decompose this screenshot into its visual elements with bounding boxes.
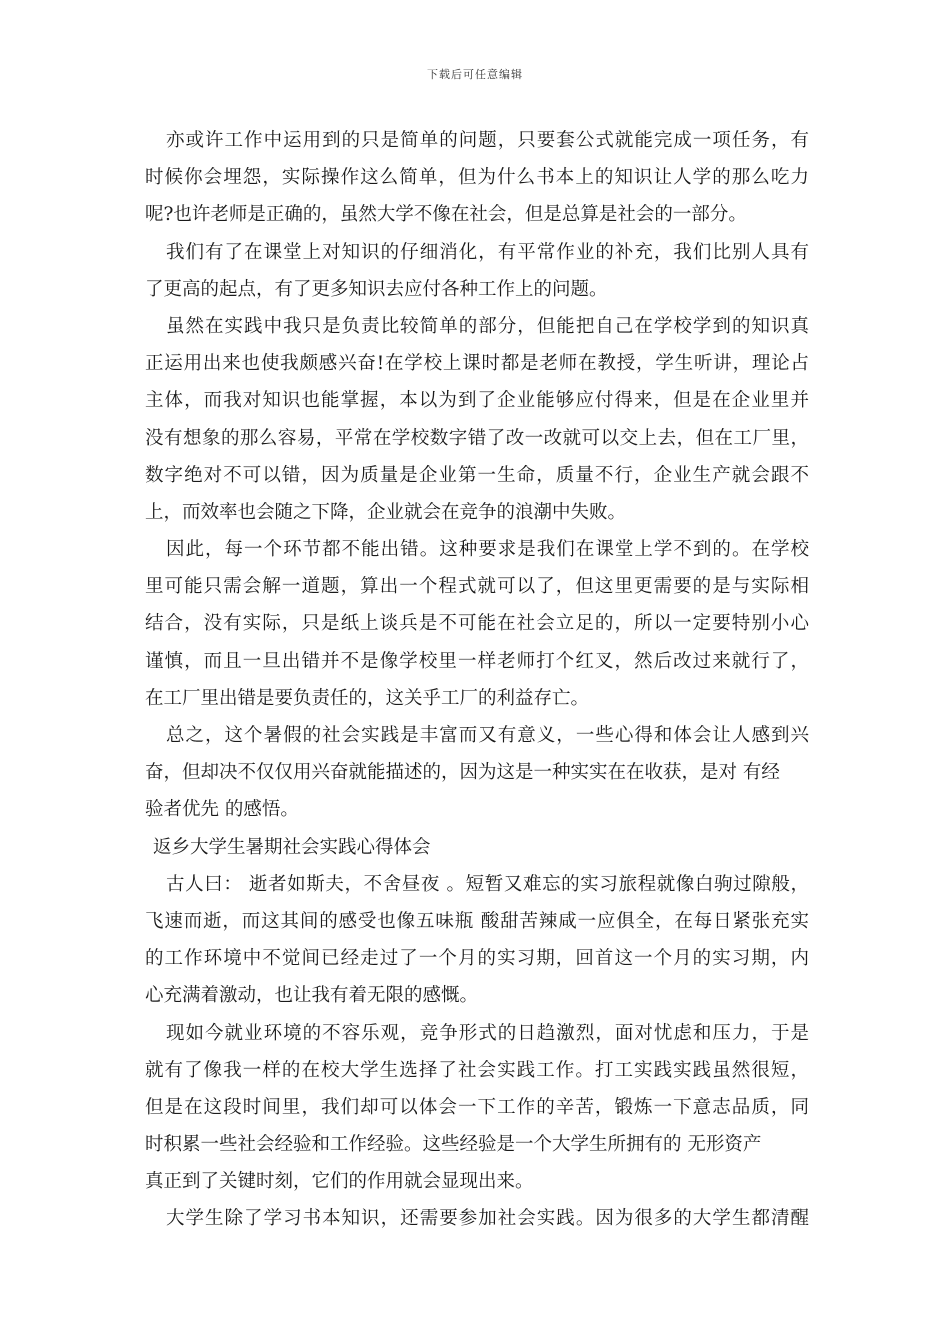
text-line: 心充满着激动，也让我有着无限的感慨。 bbox=[145, 985, 479, 1007]
text-line: 时候你会埋怨，实际操作这么简单，但为什么书本上的知识让人学的那么吃力 bbox=[145, 167, 809, 189]
text-line: 上，而效率也会随之下降，企业就会在竞争的浪潮中失败。 bbox=[145, 501, 627, 523]
text-line: 飞速而逝，而这其间的感受也像五味瓶 酸甜苦辣咸一应俱全，在每日紧张充实 bbox=[145, 910, 809, 932]
text-line: 大学生除了学习书本知识，还需要参加社会实践。因为很多的大学生都清醒 bbox=[166, 1208, 809, 1230]
text-line: 呢?也许老师是正确的，虽然大学不像在社会，但是总算是社会的一部分。 bbox=[145, 204, 747, 226]
text-line: 结合，没有实际，只是纸上谈兵是不可能在社会立足的，所以一定要特别小心 bbox=[145, 613, 809, 635]
text-line: 因此，每一个环节都不能出错。这种要求是我们在课堂上学不到的。在学校 bbox=[166, 539, 809, 561]
text-line: 数字绝对不可以错，因为质量是企业第一生命，质量不行，企业生产就会跟不 bbox=[145, 464, 809, 486]
text-line: 现如今就业环境的不容乐观，竞争形式的日趋激烈，面对忧虑和压力，于是 bbox=[166, 1022, 809, 1044]
text-line: 奋，但却决不仅仅用兴奋就能描述的，因为这是一种实实在在收获，是对 有经 bbox=[145, 762, 780, 784]
text-line: 正运用出来也使我颇感兴奋!在学校上课时都是老师在教授，学生听讲，理论占 bbox=[145, 353, 809, 375]
text-line: 里可能只需会解一道题，算出一个程式就可以了，但这里更需要的是与实际相 bbox=[145, 576, 809, 598]
text-line: 在工厂里出错是要负责任的，这关乎工厂的利益存亡。 bbox=[145, 687, 590, 709]
text-line: 但是在这段时间里，我们却可以体会一下工作的辛苦，锻炼一下意志品质，同 bbox=[145, 1096, 809, 1118]
text-line: 古人曰： 逝者如斯夫，不舍昼夜 。短暂又难忘的实习旅程就像白驹过隙般， bbox=[166, 873, 809, 895]
text-line: 验者优先 的感悟。 bbox=[145, 799, 299, 821]
text-line: 谨慎，而且一旦出错并不是像学校里一样老师打个红叉，然后改过来就行了， bbox=[145, 650, 809, 672]
text-line: 亦或许工作中运用到的只是简单的问题，只要套公式就能完成一项任务，有 bbox=[166, 130, 809, 151]
text-line: 时积累一些社会经验和工作经验。这些经验是一个大学生所拥有的 无形资产 bbox=[145, 1134, 762, 1156]
text-line: 返乡大学生暑期社会实践心得体会 bbox=[153, 836, 431, 858]
text-line: 我们有了在课堂上对知识的仔细消化，有平常作业的补充，我们比别人具有 bbox=[166, 241, 809, 263]
text-line: 了更高的起点，有了更多知识去应付各种工作上的问题。 bbox=[145, 278, 608, 300]
text-line: 总之，这个暑假的社会实践是丰富而又有意义，一些心得和体会让人感到兴 bbox=[166, 725, 809, 746]
text-line: 虽然在实践中我只是负责比较简单的部分，但能把自己在学校学到的知识真 bbox=[166, 315, 809, 337]
text-line: 真正到了关键时刻，它们的作用就会显现出来。 bbox=[145, 1171, 534, 1193]
document-body bbox=[145, 122, 809, 1238]
text-line: 就有了像我一样的在校大学生选择了社会实践工作。打工实践实践虽然很短， bbox=[145, 1059, 809, 1081]
text-line: 主体，而我对知识也能掌握，本以为到了企业能够应付得来，但是在企业里并 bbox=[145, 390, 809, 412]
page-header: 下载后可任意编辑 bbox=[427, 68, 523, 81]
text-line: 的工作环境中不觉间已经走过了一个月的实习期，回首这一个月的实习期，内 bbox=[145, 948, 809, 970]
text-line: 没有想象的那么容易，平常在学校数字错了改一改就可以交上去，但在工厂里， bbox=[145, 427, 809, 449]
